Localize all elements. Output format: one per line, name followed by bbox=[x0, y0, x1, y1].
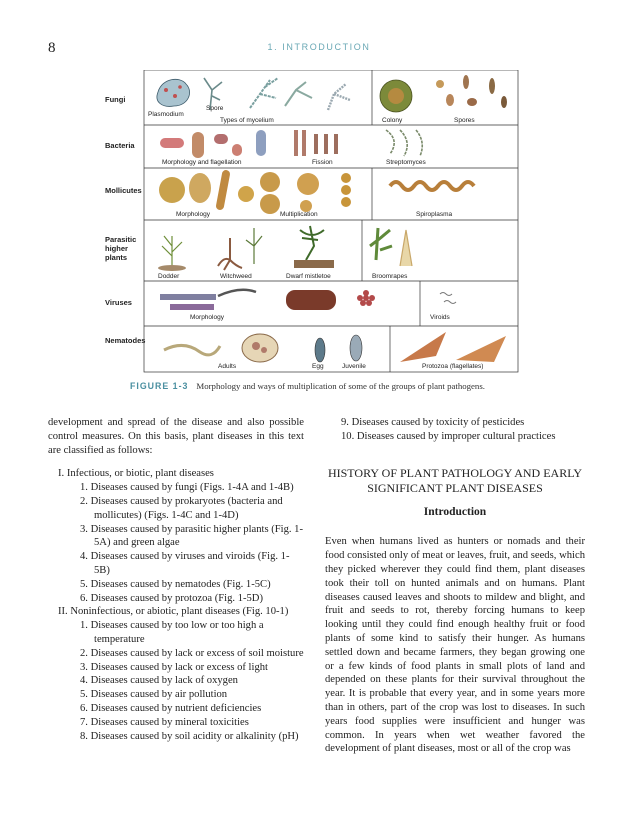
fig-label: Fission bbox=[312, 159, 333, 166]
list-item: 4. Diseases caused by lack of oxygen bbox=[80, 675, 238, 687]
fig-label: Morphology and flagellation bbox=[162, 159, 242, 166]
list-item: 6. Diseases caused by protozoa (Fig. 1-5D) bbox=[80, 592, 263, 604]
list-item: 5. Diseases caused by air pollution bbox=[80, 689, 228, 701]
row-label-parasitic-line2: higher bbox=[105, 244, 128, 253]
right-column bbox=[325, 416, 585, 756]
body-paragraph: Even when humans lived as hunters or nomads and their food consisted only of meat or leaves, fruit, and seeds, which they picked wherever they could find them, plant diseases took their toll on hunted animals and on humans. Plant diseases caused leaves and shoots to mildew and blight, and fruit and seeds to rot, thereby forcing humans to keep looking until they could find enough healthy fruit or food plants of some kind to satisfy their hunger. As humans settled down and became farmers, they began growing one or a few kinds of food plants in small plots of land and depended on these plants for their survival throughout the year. It is probable that every year, and in some years more than in others, part of the crop was lost to diseases. In such years food supplies were insufficient and hunger was common. In years when wet weather favored the development of plant diseases, most or all of the crop was bbox=[325, 536, 585, 755]
list-item: 3. Diseases caused by lack or excess of light bbox=[80, 661, 268, 673]
fig-label: Adults bbox=[218, 363, 237, 370]
fig-label: Morphology bbox=[190, 314, 224, 321]
list-item: 7. Diseases caused by mineral toxicities bbox=[80, 716, 249, 728]
fig-label: Spores bbox=[454, 117, 475, 124]
fig-label: Spiroplasma bbox=[416, 211, 453, 218]
list-item: 10. Diseases caused by improper cultural practices bbox=[341, 430, 556, 442]
list-item: 3. Diseases caused by parasitic higher plants (Fig. 1-5A) and green algae bbox=[80, 523, 304, 549]
fig-label: Types of mycelium bbox=[220, 117, 274, 124]
fig-label: Viroids bbox=[430, 314, 450, 321]
subsection-heading: Introduction bbox=[423, 505, 487, 518]
row-label-mollicutes: Mollicutes bbox=[105, 186, 142, 195]
list-item: 2. Diseases caused by prokaryotes (bacteria and mollicutes) (Figs. 1-4C and 1-4D) bbox=[80, 495, 283, 521]
page-number: 8 bbox=[48, 40, 56, 56]
fig-label: Plasmodium bbox=[148, 111, 184, 118]
list-item: 8. Diseases caused by soil acidity or alkalinity (pH) bbox=[80, 730, 299, 742]
list-item: 4. Diseases caused by viruses and viroids (Fig. 1-5B) bbox=[80, 551, 290, 576]
row-label-viruses: Viruses bbox=[105, 298, 132, 307]
caption-text: Morphology and ways of multiplication of some of the groups of plant pathogens. bbox=[196, 381, 485, 391]
fig-label: Egg bbox=[312, 363, 324, 370]
nematodes-drawings bbox=[164, 332, 506, 362]
group-label: I. Infectious, or biotic, plant diseases bbox=[58, 468, 214, 480]
fig-label: Protozoa (flagellates) bbox=[422, 363, 484, 370]
list-item: 9. Diseases caused by toxicity of pesticides bbox=[341, 417, 525, 428]
fig-label: Witchweed bbox=[220, 273, 252, 280]
row-label-nematodes: Nematodes bbox=[105, 336, 146, 345]
list-item: 5. Diseases caused by nematodes (Fig. 1-5C) bbox=[80, 578, 271, 590]
row-label-parasitic-line1: Parasitic bbox=[105, 235, 137, 244]
row-label-bacteria: Bacteria bbox=[105, 141, 135, 150]
fig-label: Dwarf mistletoe bbox=[286, 273, 331, 280]
fig-label: Juvenile bbox=[342, 363, 366, 370]
fig-label: Broomrapes bbox=[372, 273, 408, 280]
list-item: 1. Diseases caused by fungi (Figs. 1-4A and 1-4B) bbox=[80, 482, 294, 494]
fig-label: Multiplication bbox=[280, 211, 318, 218]
viruses-drawings bbox=[160, 290, 456, 310]
fig-label: Spore bbox=[206, 105, 224, 112]
parasitic-plants-drawings bbox=[158, 226, 412, 271]
figure-caption bbox=[130, 381, 600, 391]
row-label-fungi: Fungi bbox=[105, 95, 126, 104]
intro-paragraph: development and spread of the disease and also possible control measures. On this basis, plant diseases in this text are classified as follows: bbox=[48, 417, 304, 456]
mollicutes-drawings bbox=[159, 172, 474, 214]
fig-label: Morphology bbox=[176, 211, 210, 218]
bacteria-drawings bbox=[160, 130, 422, 158]
group-label: II. Noninfectious, or abiotic, plant diseases (Fig. 10-1) bbox=[58, 606, 289, 618]
left-column bbox=[48, 416, 304, 743]
list-item: 2. Diseases caused by lack or excess of soil moisture bbox=[80, 647, 304, 659]
row-label-parasitic-line3: plants bbox=[105, 253, 128, 262]
list-item: 6. Diseases caused by nutrient deficiencies bbox=[80, 702, 262, 714]
fig-label: Streptomyces bbox=[386, 159, 426, 166]
list-item: 1. Diseases caused by too low or too high a temperature bbox=[80, 620, 264, 645]
section-heading: HISTORY OF PLANT PATHOLOGY AND EARLY SIGNIFICANT PLANT DISEASES bbox=[327, 465, 583, 495]
pathogen-figure bbox=[100, 70, 520, 374]
fig-label: Dodder bbox=[158, 273, 180, 280]
chapter-header: 1. INTRODUCTION bbox=[267, 42, 371, 52]
fig-label: Colony bbox=[382, 117, 403, 124]
caption-label: FIGURE 1-3 bbox=[130, 381, 189, 391]
